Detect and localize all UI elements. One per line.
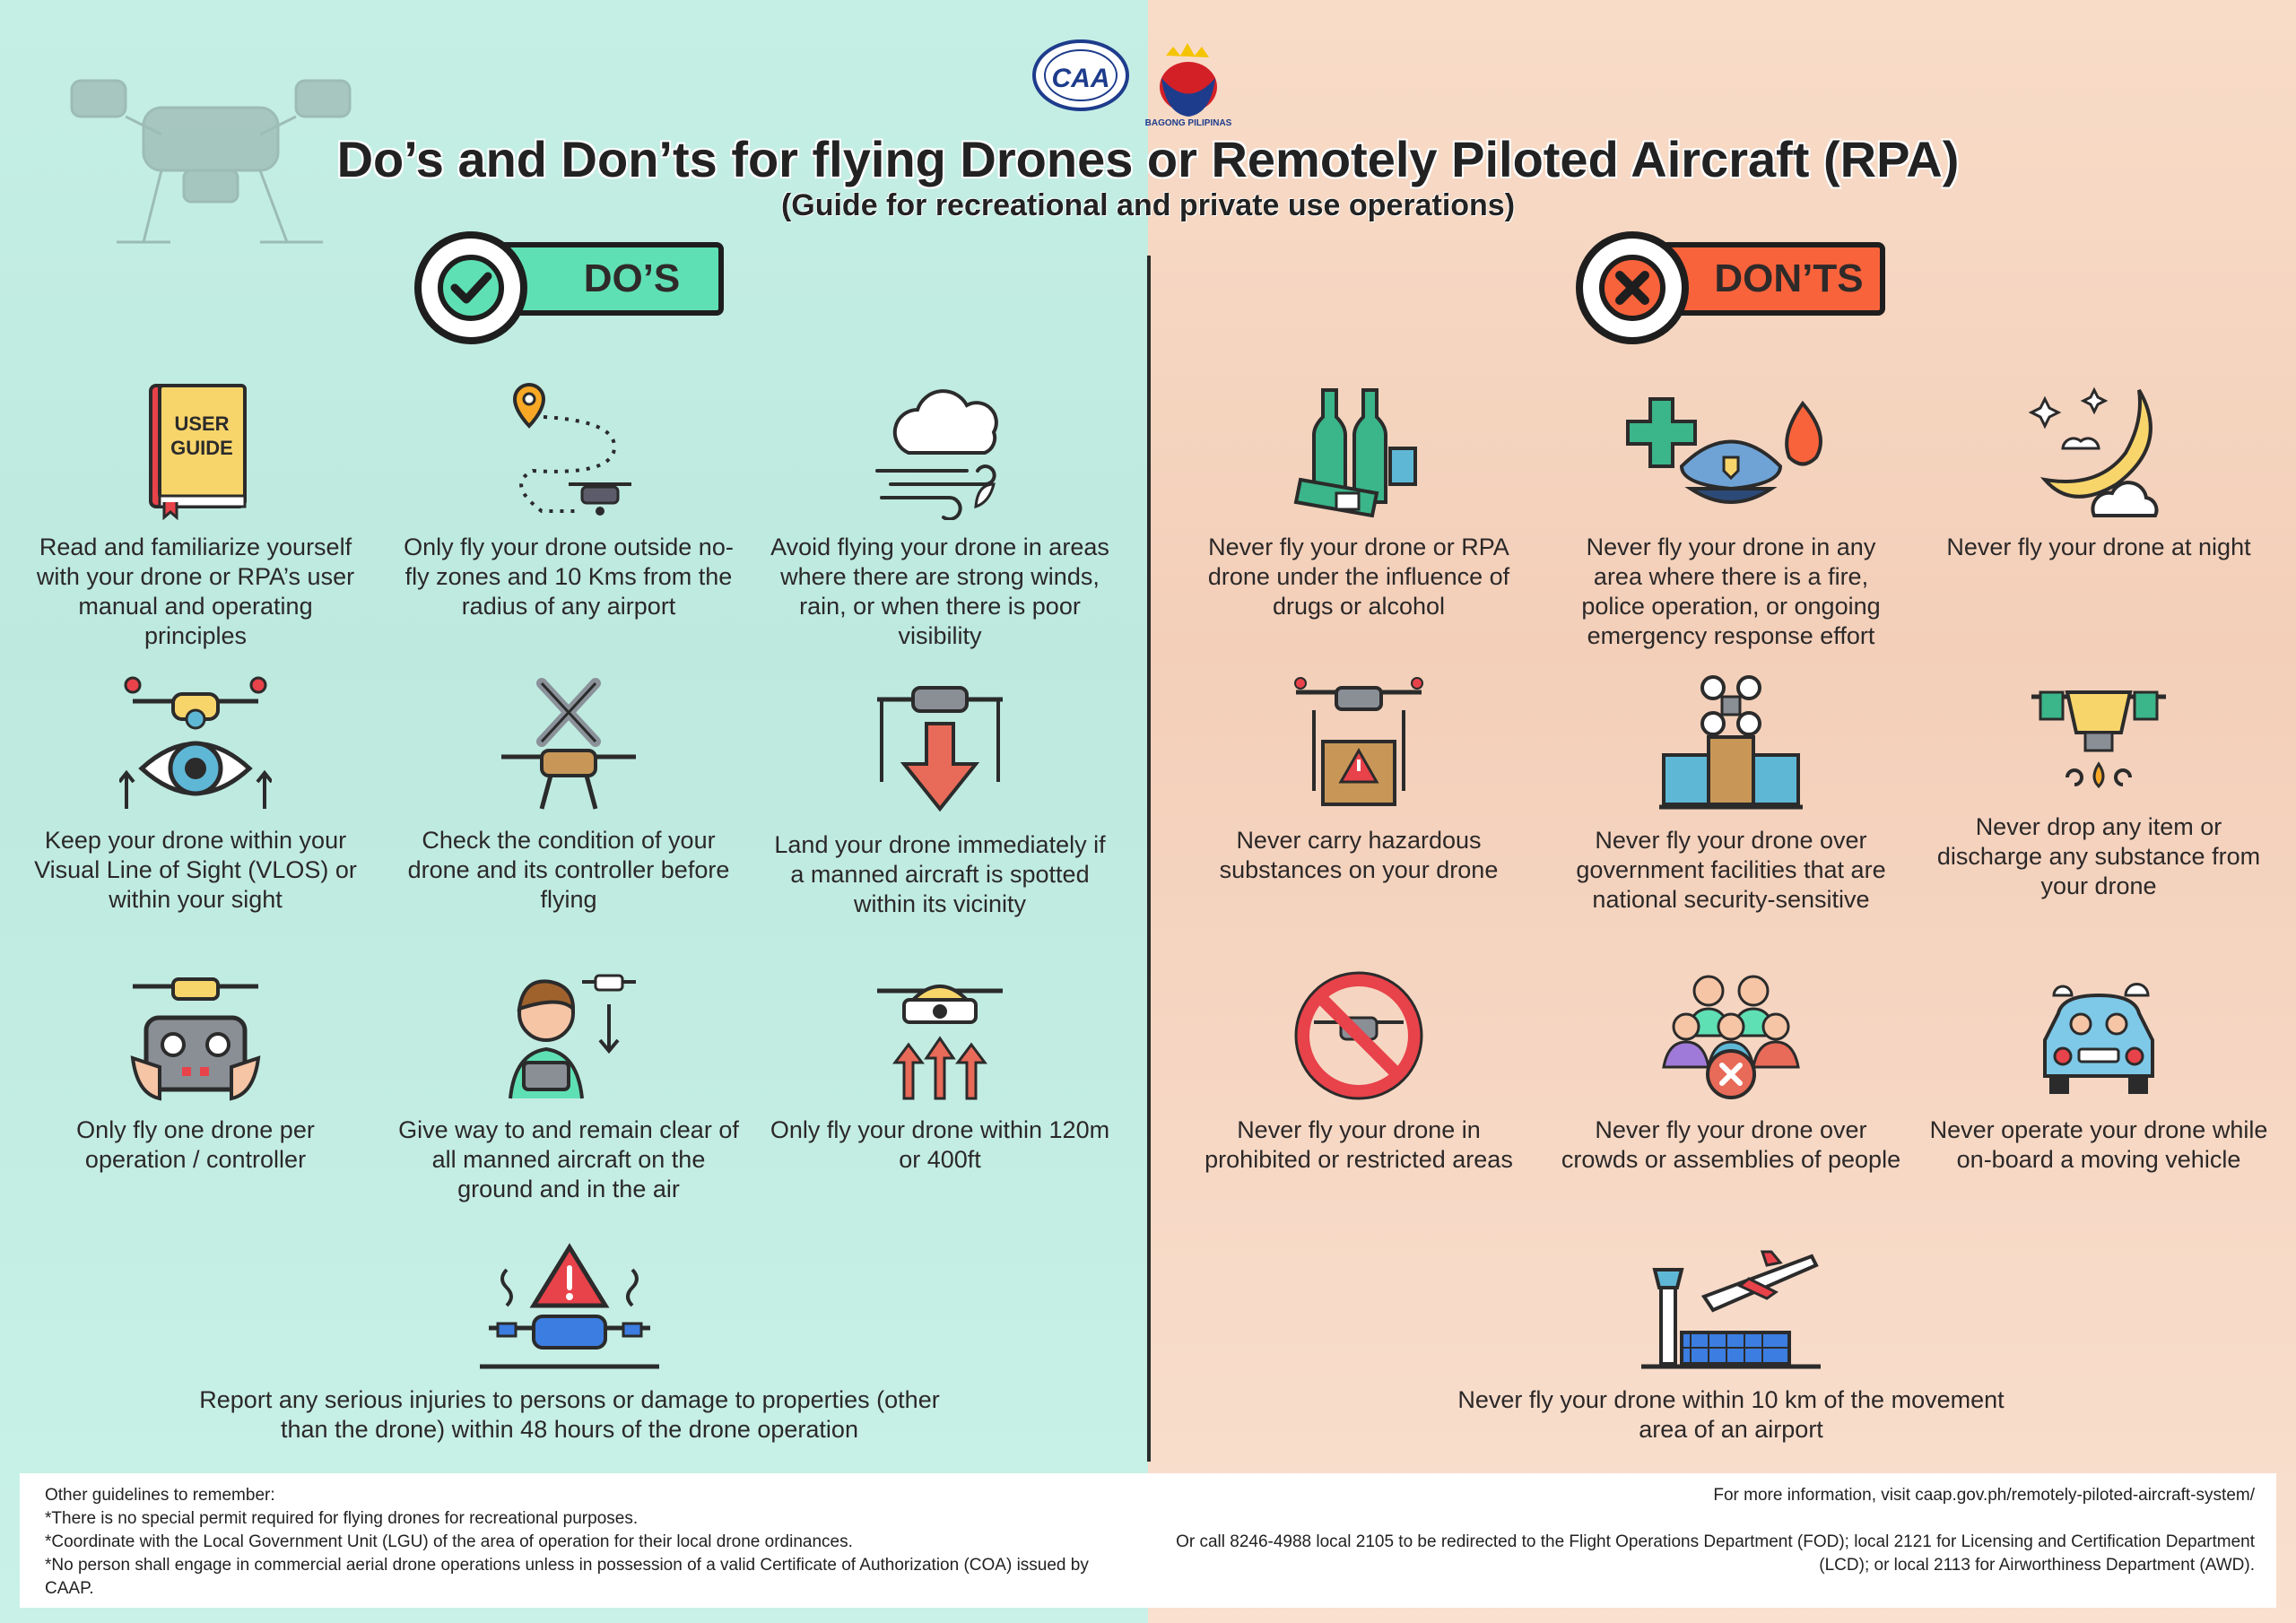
column-divider <box>1147 256 1151 1462</box>
no-fly-zone-route-icon <box>497 381 640 520</box>
dont-item-text: Never carry hazardous substances on your drone <box>1219 827 1499 883</box>
svg-text:BAGONG PILIPINAS: BAGONG PILIPINAS <box>1144 118 1232 127</box>
night-moon-icon <box>2027 381 2170 520</box>
dos-badge <box>414 231 724 321</box>
drone-landing-icon <box>864 674 1016 818</box>
do-item <box>770 968 1110 1175</box>
cross-icon <box>1576 231 1689 344</box>
do-item-text: Only fly one drone per operation / controller <box>76 1116 315 1173</box>
donts-badge <box>1576 231 1885 321</box>
visual-line-of-sight-icon <box>119 674 272 813</box>
dont-item <box>1928 381 2269 562</box>
do-item <box>25 674 366 915</box>
dont-item <box>1928 968 2269 1175</box>
check-icon <box>414 231 527 344</box>
airport-icon <box>1641 1243 1821 1373</box>
do-item-text: Report any serious injuries to persons or damage to properties (other than the drone) within 48 hours of the drone operation <box>199 1386 940 1443</box>
guideline-heading: Other guidelines to remember: <box>45 1486 275 1505</box>
page-subtitle: (Guide for recreational and private use operations) <box>780 188 1516 222</box>
bad-weather-icon <box>868 381 1012 520</box>
caa-logo <box>1034 41 1127 109</box>
drone-maintenance-icon <box>492 674 645 813</box>
dont-item <box>1188 381 1529 621</box>
dos-label: DO’S <box>583 256 681 300</box>
do-item <box>126 1243 1013 1445</box>
svg-text:GUIDE: GUIDE <box>170 437 233 459</box>
agency-logos <box>1031 38 1256 127</box>
do-item <box>398 381 739 621</box>
do-item-text: Only fly your drone within 120m or 400ft <box>770 1116 1110 1173</box>
dont-item-text: Never operate your drone while on-board a moving vehicle <box>1929 1116 2268 1173</box>
do-item <box>398 674 739 915</box>
do-item <box>25 968 366 1175</box>
svg-text:USER: USER <box>174 412 230 435</box>
altitude-limit-icon <box>868 968 1012 1103</box>
drone-controller-icon <box>124 968 267 1103</box>
do-item-text: Avoid flying your drone in areas where there are strong winds, rain, or when there is poor visibility <box>770 534 1109 649</box>
dont-item-text: Never drop any item or discharge any substance from your drone <box>1936 813 2261 899</box>
donts-label: DON’TS <box>1714 256 1864 300</box>
pilot-give-way-icon <box>492 968 645 1103</box>
dont-item-text: Never fly your drone in any area where there is a fire, police operation, or ongoing emergency response effort <box>1581 534 1881 649</box>
user-guide-book-icon <box>137 381 254 520</box>
alcohol-bottles-icon <box>1287 381 1431 520</box>
footer-guidelines <box>45 1484 1103 1601</box>
crowd-icon <box>1659 968 1803 1103</box>
dont-item-text: Never fly your drone over government facilities that are national security-sensitive <box>1576 827 1886 913</box>
contact-numbers: Or call 8246-4988 local 2105 to be redirected to the Flight Operations Department (FOD); local 2121 for Licensing and Certification Department (LCD); or local 2113 for Airworthiness Department (AWD). <box>1176 1532 2255 1575</box>
do-item-text: Land your drone immediately if a manned aircraft is spotted within its vicinity <box>774 831 1106 917</box>
dont-item-text: Never fly your drone at night <box>1946 534 2251 560</box>
do-item-text: Only fly your drone outside no-fly zones and 10 Kms from the radius of any airport <box>404 534 734 620</box>
dont-item-text: Never fly your drone or RPA drone under the influence of drugs or alcohol <box>1207 534 1510 620</box>
svg-text:CAA: CAA <box>1051 64 1110 93</box>
dont-item-text: Never fly your drone in prohibited or restricted areas <box>1205 1116 1513 1173</box>
dont-item <box>1561 381 1901 651</box>
do-item <box>770 674 1110 919</box>
dont-item <box>1188 968 1529 1175</box>
dont-item-text: Never fly your drone within 10 km of the movement area of an airport <box>1457 1386 2005 1443</box>
do-item <box>398 968 739 1204</box>
do-item-text: Check the condition of your drone and its controller before flying <box>407 827 730 913</box>
do-item <box>770 381 1110 651</box>
dont-item-text: Never fly your drone over crowds or assemblies of people <box>1561 1116 1901 1173</box>
dont-item <box>1188 674 1529 885</box>
drone-dropping-icon <box>2022 674 2175 800</box>
guideline-item: *No person shall engage in commercial aerial drone operations unless in possession of a valid Certificate of Authorization (COA) issued by CAAP. <box>45 1556 1089 1598</box>
info-website-link[interactable]: For more information, visit caap.gov.ph/remotely-piloted-aircraft-system/ <box>1713 1486 2255 1505</box>
prohibited-drone-icon <box>1292 968 1426 1103</box>
report-incident-icon <box>480 1243 659 1373</box>
moving-vehicle-icon <box>2027 968 2170 1103</box>
do-item-text: Keep your drone within your Visual Line of Sight (VLOS) or within your sight <box>34 827 357 913</box>
dont-item <box>1928 674 2269 901</box>
do-item <box>25 381 366 651</box>
government-building-icon <box>1659 674 1803 813</box>
do-item-text: Read and familiarize yourself with your drone or RPA’s user manual and operating principles <box>36 534 355 649</box>
dont-item <box>1561 968 1901 1175</box>
hazardous-cargo-icon <box>1287 674 1431 813</box>
emergency-response-icon <box>1623 381 1839 520</box>
do-item-text: Give way to and remain clear of all manned aircraft on the ground and in the air <box>398 1116 739 1202</box>
guideline-item: *Coordinate with the Local Government Unit (LGU) of the area of operation for their local drone ordinances. <box>45 1532 853 1551</box>
bagong-pilipinas-logo <box>1145 43 1232 127</box>
page-title: Do’s and Don’ts for flying Drones or Remotely Piloted Aircraft (RPA) <box>336 131 1960 187</box>
guideline-item: *There is no special permit required for flying drones for recreational purposes. <box>45 1509 639 1528</box>
dont-item <box>1287 1243 2175 1445</box>
footer-panel <box>20 1473 2276 1608</box>
dont-item <box>1561 674 1901 915</box>
footer-contact <box>1125 1484 2255 1577</box>
